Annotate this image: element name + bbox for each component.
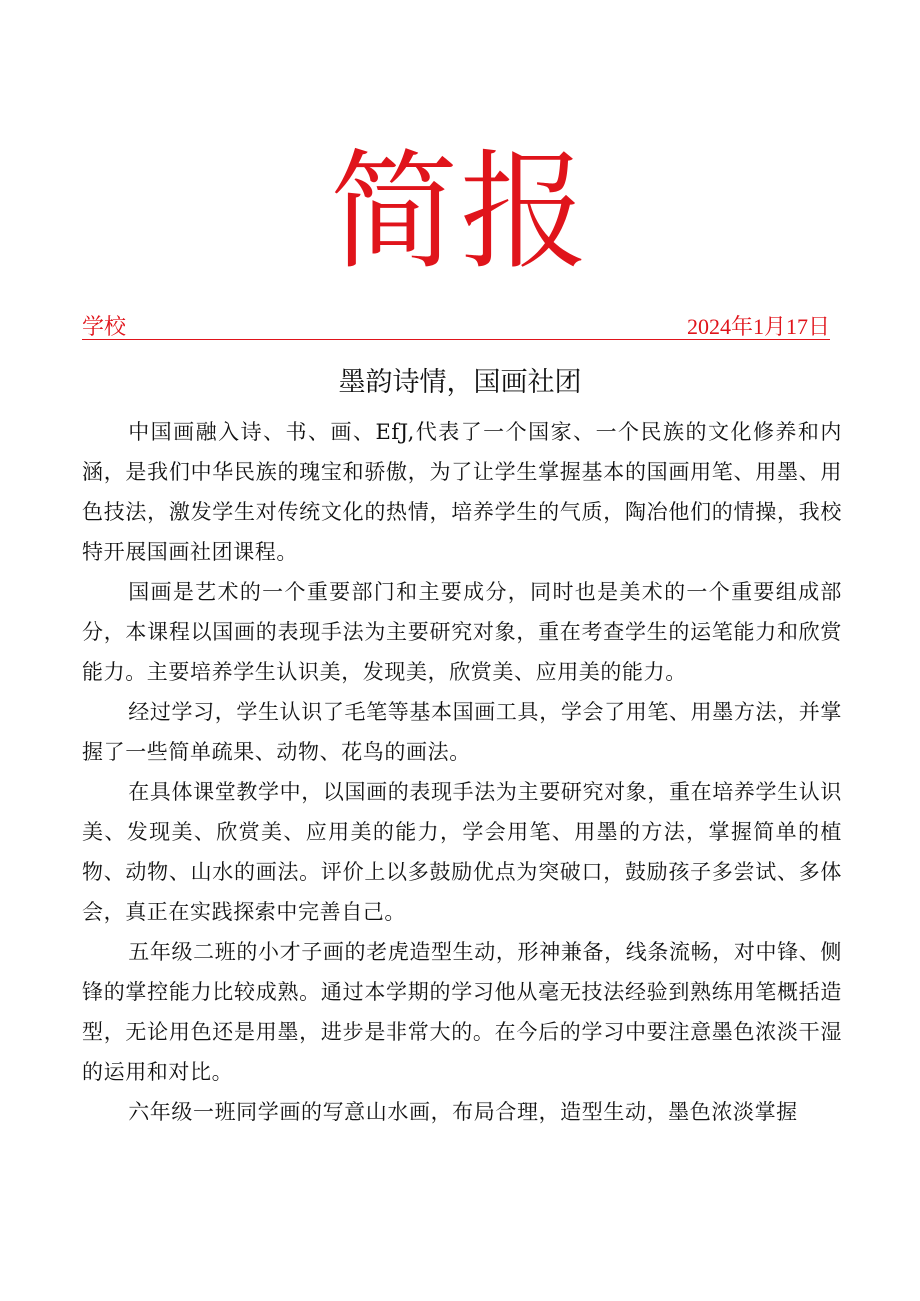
school-label: 学校 [82,314,127,339]
paragraph: 在具体课堂教学中，以国画的表现手法为主要研究对象，重在培养学生认识美、发现美、欣赏美、应用美的能力，学会用笔、用墨的方法，掌握简单的植物、动物、山水的画法。评价上以多鼓励优点为突破口，鼓励孩子多尝试、多体会，真正在实践探索中完善自己。 [82,780,842,924]
paragraph: 中国画融入诗、书、画、EfJ,代表了一个国家、一个民族的文化修养和内涵，是我们中华民族的瑰宝和骄傲，为了让学生掌握基本的国画用笔、用墨、用色技法，激发学生对传统文化的热情，培养学生的气质，陶冶他们的情操，我校特开展国画社团课程。 [82,420,842,564]
issue-date: 2024年1月17日 [686,314,830,339]
paragraph: 经过学习，学生认识了毛笔等基本国画工具，学会了用笔、用墨方法，并掌握了一些简单疏果、动物、花鸟的画法。 [82,700,842,764]
header-divider [82,339,830,340]
meta-row [82,312,830,342]
paragraph: 国画是艺术的一个重要部门和主要成分，同时也是美术的一个重要组成部分，本课程以国画的表现手法为主要研究对象，重在考查学生的运笔能力和欣赏能力。主要培养学生认识美，发现美，欣赏美、应用美的能力。 [82,580,842,684]
paragraph: 六年级一班同学画的写意山水画，布局合理，造型生动，墨色浓淡掌握 [128,1100,798,1124]
paragraph: 五年级二班的小才子画的老虎造型生动，形神兼备，线条流畅，对中锋、侧锋的掌控能力比较成熟。通过本学期的学习他从毫无技法经验到熟练用笔概括造型，无论用色还是用墨，进步是非常大的。在今后的学习中要注意墨色浓淡干湿的运用和对比。 [82,940,842,1084]
masthead-title: 简报 [329,138,590,287]
article-title: 墨韵诗情，国画社团 [338,367,582,398]
article-body [82,412,842,1132]
